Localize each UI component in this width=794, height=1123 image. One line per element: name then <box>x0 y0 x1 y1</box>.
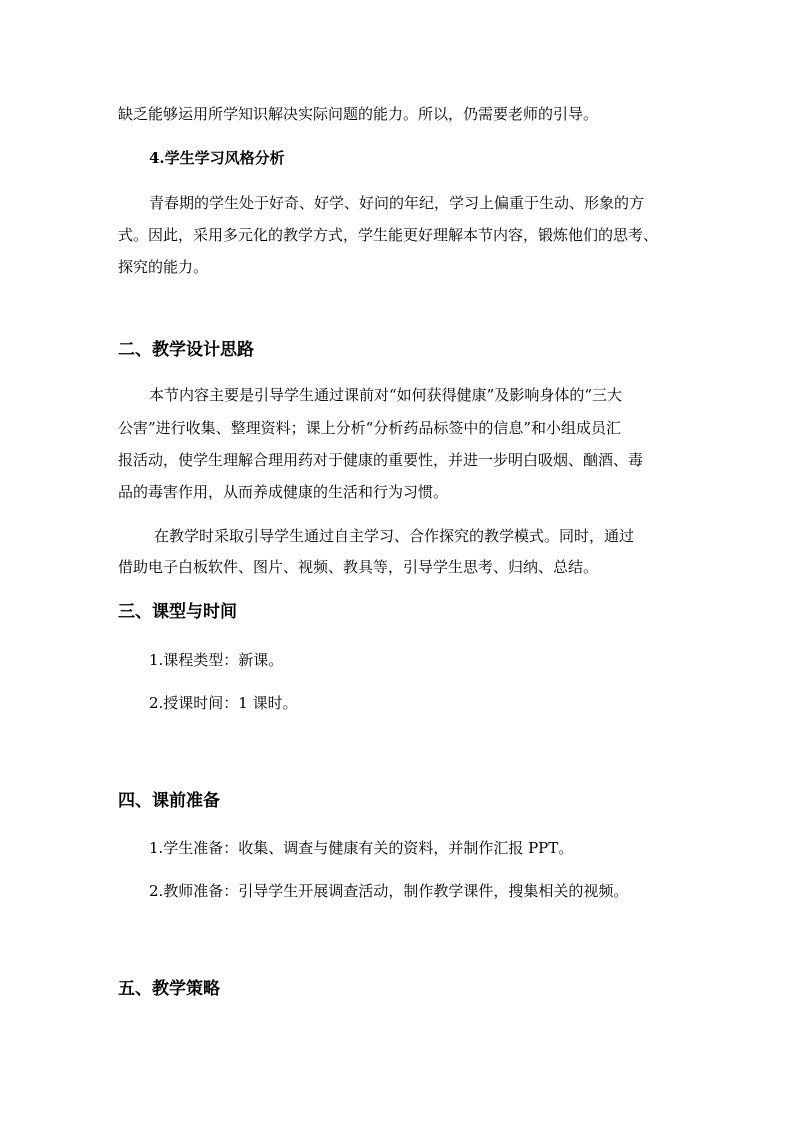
section-2-para2-line-2: 借助电子白板软件、图片、视频、教具等，引导学生思考、归纳、总结。 <box>118 558 599 576</box>
section-2-para1-line-2: 公害”进行收集、整理资料；课上分析“分析药品标签中的信息”和小组成员汇 <box>118 419 622 437</box>
intro-line: 缺乏能够运用所学知识解决实际问题的能力。所以，仍需要老师的引导。 <box>118 105 599 123</box>
section-3-heading: 三、课型与时间 <box>118 602 237 622</box>
style-para-line-2: 式。因此，采用多元化的教学方式，学生能更好理解本节内容，锻炼他们的思考、 <box>118 226 659 244</box>
style-section-title: 4.学生学习风格分析 <box>149 149 285 167</box>
style-para-line-1: 青春期的学生处于好奇、好学、好问的年纪，学习上偏重于生动、形象的方 <box>149 194 645 212</box>
section-4-item-1: 1.学生准备：收集、调查与健康有关的资料，并制作汇报 PPT。 <box>149 839 574 857</box>
section-3-item-2: 2.授课时间：1 课时。 <box>149 694 298 712</box>
section-2-para2-line-1: 在教学时采取引导学生通过自主学习、合作探究的教学模式。同时，通过 <box>154 527 635 545</box>
section-4-item-2: 2.教师准备：引导学生开展调查活动，制作教学课件，搜集相关的视频。 <box>149 882 629 900</box>
section-2-heading: 二、教学设计思路 <box>118 340 254 360</box>
section-3-item-1: 1.课程类型：新课。 <box>149 651 284 669</box>
section-2-para1-line-4: 品的毒害作用，从而养成健康的生活和行为习惯。 <box>118 483 449 501</box>
style-para-line-3: 探究的能力。 <box>118 258 209 276</box>
section-4-heading: 四、课前准备 <box>118 791 220 811</box>
section-5-heading: 五、教学策略 <box>118 979 220 999</box>
section-2-para1-line-3: 报活动，使学生理解合理用药对于健康的重要性，并进一步明白吸烟、酗酒、毒 <box>118 451 644 469</box>
section-2-para1-line-1: 本节内容主要是引导学生通过课前对“如何获得健康”及影响身体的“三大 <box>149 386 623 404</box>
